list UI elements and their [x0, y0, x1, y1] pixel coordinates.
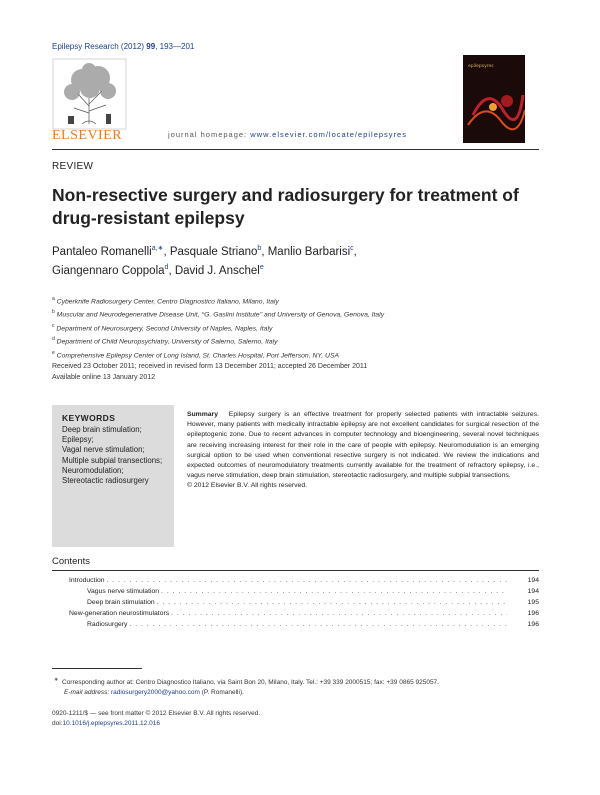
keyword-item: Neuromodulation; — [62, 465, 124, 475]
header-divider — [52, 149, 539, 150]
imprint — [52, 709, 542, 729]
article-title: Non-resective surgery and radiosurgery for treatment of drug-resistant epilepsy — [52, 185, 519, 228]
affiliation-item: $^d$ Department of Child Neuropsychiatry, University of Salerno, Salerno, Italy — [52, 336, 278, 346]
toc-entry-introduction[interactable]: Introduction . . . 194 — [52, 575, 539, 586]
email-link[interactable]: radiosurgery2000@yahoo.com — [110, 689, 200, 697]
journal-name: Epilepsy Research (2012) — [52, 42, 145, 51]
toc-entry-deep-brain-stimulation[interactable]: Deep brain stimulation . . . 195 — [52, 597, 539, 608]
author-2-sup[interactable]: b — [257, 245, 262, 252]
doi-link[interactable]: 10.1016/j.eplepsyres.2011.12.016 — [62, 720, 160, 727]
footnote-marker: ∗ — [53, 677, 59, 683]
cover-title: epilepsyres — [468, 64, 494, 69]
issn-line: 0920-1211/$ — see front matter © 2012 Elsevier B.V. All rights reserved. — [52, 710, 261, 717]
author-2: Pasquale Striano — [169, 245, 258, 258]
author-4: Giangennaro Coppola — [52, 264, 165, 277]
journal-citation[interactable]: Epilepsy Research (2012) 99, 193—201 — [52, 42, 195, 51]
corresponding-address: Corresponding author at: Centro Diagnostico Italiano, via Saint Bon 20, Milano, Italy. Tel.: +39 339 2000515; fax: +39 0865 925057. — [61, 679, 439, 687]
author-5-sup[interactable]: e — [259, 263, 264, 271]
toc-entry-new-generation-neurostimulators[interactable]: New-generation neurostimulators . . . 196 — [52, 608, 539, 619]
toc-entry-radiosurgery[interactable]: Radiosurgery . . . 196 — [52, 619, 539, 630]
email-label: E-mail address: — [64, 689, 110, 697]
elsevier-wordmark: ELSEVIER — [52, 128, 123, 143]
keyword-item: Multiple subpial transections; — [62, 455, 163, 465]
received-dates: Received 23 October 2011; received in revised form 13 December 2011; accepted 26 December 2011 — [52, 363, 368, 370]
homepage-label: journal homepage: — [168, 130, 248, 139]
table-of-contents — [52, 575, 539, 630]
homepage-link[interactable]: www.elsevier.com/locate/epilepsyres — [250, 130, 407, 139]
corresponding-author-footnote — [52, 675, 542, 698]
affiliation-item: $^e$ Comprehensive Epilepsy Center of Long Island, St. Charles Hospital, Port Jefferson, NY, USA — [52, 349, 340, 360]
article-type: REVIEW — [52, 161, 94, 172]
affiliation-list — [52, 294, 532, 361]
abstract-copyright: © 2012 Elsevier B.V. All rights reserved. — [187, 482, 307, 490]
author-list: Pantaleo Romanelli$^{a,∗}$, Pasquale Striano$^b$, Manlio Barbarisi$^c$, Giangennaro Coppola$^d$, David J. Anschel$^e$ — [52, 245, 357, 277]
online-date: Available online 13 January 2012 — [52, 373, 156, 381]
journal-cover-image — [463, 55, 525, 143]
keyword-item: Deep brain stimulation; — [62, 425, 142, 434]
affiliation-item: $^c$ Department of Neurosurgery, Second University of Naples, Naples, Italy — [52, 322, 273, 333]
author-3: Manlio Barbarisi — [267, 245, 351, 258]
contents-divider — [52, 570, 539, 571]
contents-title: Contents — [52, 556, 91, 567]
author-3-sup[interactable]: c — [350, 245, 354, 252]
author-1: Pantaleo Romanelli — [52, 245, 152, 258]
keyword-item: Epilepsy; — [62, 435, 94, 445]
journal-volume: 99 — [146, 42, 156, 51]
abstract-label: Summary — [187, 411, 218, 418]
abstract — [187, 410, 539, 492]
email-owner: (P. Romanelli). — [201, 689, 244, 697]
author-1-sup[interactable]: a,∗ — [151, 245, 164, 252]
affiliation-item: $^b$ Muscular and Neurodegenerative Disease Unit, ‘‘G. Gaslini Institute’’ and University of Genova, Genova, Italy — [52, 309, 385, 319]
journal-pages: 193—201 — [159, 42, 195, 51]
author-5: David J. Anschel — [174, 264, 260, 277]
keywords-title: KEYWORDS — [62, 413, 116, 423]
keyword-item: Stereotactic radiosurgery — [62, 476, 149, 486]
footnote-divider — [52, 668, 142, 669]
doi-label: doi: — [52, 720, 63, 727]
journal-homepage — [168, 130, 407, 139]
affiliation-item: $^a$ Cyberknife Radiosurgery Center, Centro Diagnostico Italiano, Milano, Italy — [52, 296, 279, 306]
toc-entry-vagus-nerve-stimulation[interactable]: Vagus nerve stimulation . . . 194 — [52, 586, 539, 597]
article-dates — [52, 362, 532, 383]
author-4-sup[interactable]: d — [164, 263, 169, 271]
keyword-item: Vagal nerve stimulation; — [62, 445, 145, 455]
keywords-list — [62, 425, 170, 486]
abstract-text: Epilepsy surgery is an effective treatment for properly selected patients with intractable seizures. However, many patients with medically intractable epilepsy are not excellent candidates for surgical resection of the epileptogenic zone. Due to recent advances in computer technology and bioengineering, several novel techniques are receiving increasing interest for their role in the care of people with epilepsy. Neuromodulation is an emerging surgical option to be used when conventional resective surgery is not indicated. We review the indications and expected outcomes of neuromodulatory treatments currently available for the treatment of refractory epilepsy, i.e., vagus nerve stimulation, deep brain stimulation, stereotactic radiosurgery, and multiple subpial transections. — [187, 411, 539, 480]
